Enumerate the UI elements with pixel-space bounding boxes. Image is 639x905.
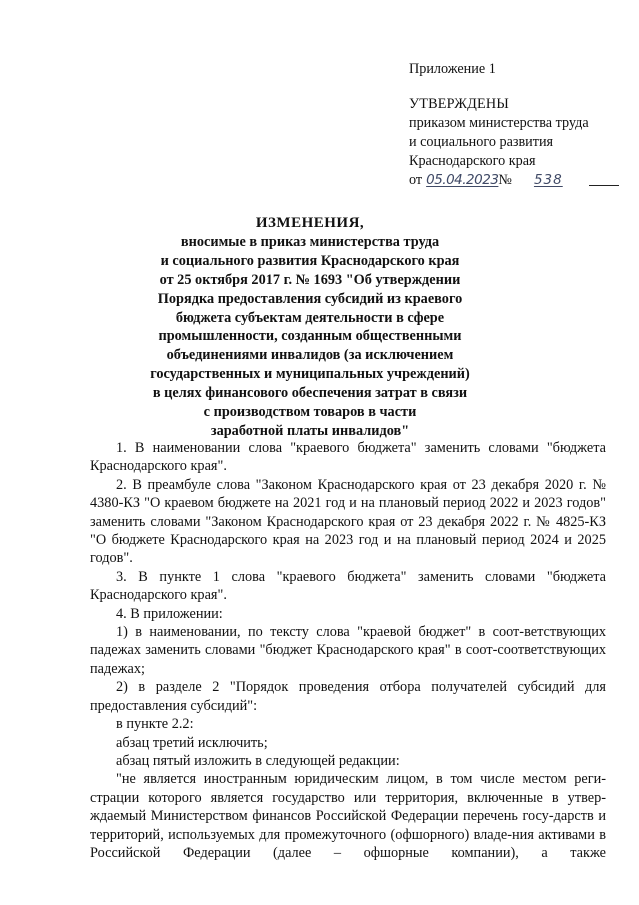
title-line: государственных и муниципальных учреждений) — [150, 366, 470, 383]
paragraph: 1. В наименовании слова "краевого бюджета" заменить словами "бюджета Краснодарского края". — [90, 440, 606, 475]
paragraph: "не является иностранным юридическим лицом, в том числе местом реги-страции которого является государство или территория, включенные в утвер-ждаемый Министерством финансов Российской Федерации перечень госу-дарств и территорий, используемых для промежуточного (офшорного) владе-ния активами в Российской Федерации (далее – офшорные компании), а также — [90, 771, 606, 861]
paragraph: в пункте 2.2: — [116, 716, 194, 733]
appendix-label: Приложение 1 — [409, 61, 496, 77]
approval-line: и социального развития — [409, 134, 554, 150]
approval-stamp — [409, 60, 615, 190]
paragraph: абзац пятый изложить в следующей редакции: — [116, 752, 400, 769]
approved-label: УТВЕРЖДЕНЫ — [409, 96, 509, 112]
approval-line: Краснодарского края — [409, 153, 536, 169]
signature-underline — [589, 185, 619, 186]
paragraph: 4. В приложении: — [116, 605, 223, 622]
paragraph: 2) в разделе 2 "Порядок проведения отбора получателей субсидий для предоставления субсидий": — [90, 679, 606, 714]
title-line: в целях финансового обеспечения затрат в связи — [152, 385, 468, 402]
title-line: от 25 октября 2017 г. № 1693 "Об утверждении — [159, 271, 461, 288]
approval-line: приказом министерства труда — [409, 115, 589, 131]
title-line: промышленности, созданным общественными — [158, 328, 462, 345]
title-line: объединениями инвалидов (за исключением — [166, 347, 454, 364]
handwritten-number: 538 — [533, 172, 563, 188]
title-line: вносимые в приказ министерства труда — [180, 233, 440, 250]
paragraph: 2. В преамбуле слова "Законом Краснодарского края от 23 декабря 2020 г. № 4380-КЗ "О краевом бюджете на 2021 год и на плановый период 2022 и 2023 годов" заменить словами "Законом Краснодарского края от 23 декабря 2022 г. № 4825-КЗ "О бюджете Краснодарского края на 2023 год и на плановый период 2024 и 2025 годов". — [90, 476, 606, 567]
approval-date-line — [409, 171, 615, 190]
title-line: и социального развития Краснодарского края — [160, 252, 460, 269]
title-line: бюджета субъектам деятельности в сфере — [175, 309, 445, 326]
paragraph: 1) в наименовании, по тексту слова "краевой бюджет" в соот-ветствующих падежах заменить словами "бюджет Краснодарского края" в соот-соответствующих падежах; — [90, 624, 606, 677]
title-line: Порядка предоставления субсидий из краевого — [157, 290, 463, 307]
document-title — [120, 214, 500, 441]
title-heading: ИЗМЕНЕНИЯ, — [255, 215, 365, 231]
title-line: с производством товаров в части — [203, 404, 417, 421]
number-sign: № — [498, 172, 512, 188]
paragraph: 3. В пункте 1 слова "краевого бюджета" заменить словами "бюджета Краснодарского края". — [90, 568, 606, 604]
handwritten-date: 05.04.2023 — [426, 172, 499, 188]
from-label: от — [409, 172, 423, 188]
title-line: заработной платы инвалидов" — [210, 422, 410, 439]
document-body — [90, 439, 606, 862]
paragraph: абзац третий исключить; — [116, 734, 268, 751]
